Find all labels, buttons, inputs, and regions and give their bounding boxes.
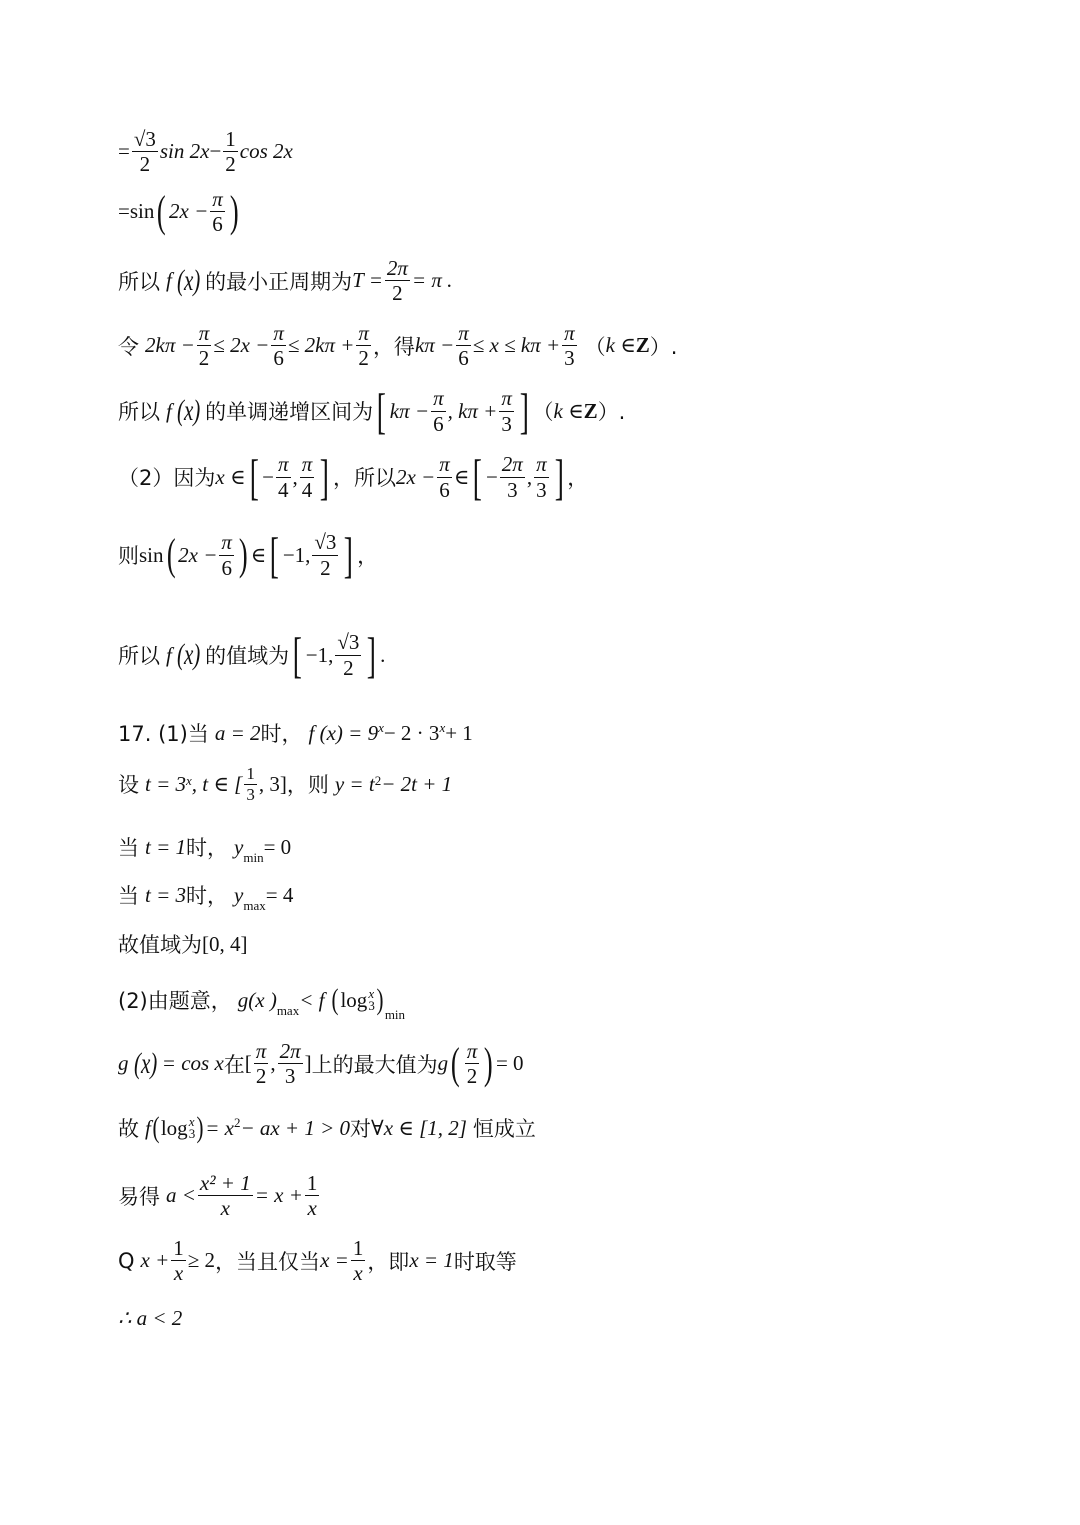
eq-line-1 [118, 128, 293, 175]
sin-range-line: 则 sin ( 2x − $\frac{\pi}{6}$ ) ∈ [ −1, $\frac{√3}{2}$ ] ， [118, 527, 379, 583]
min-line: 当 t = 1 时， y $_{min}$ = 0 [118, 834, 292, 865]
max-line: 当 t = 3 时， y $_{max}$ = 4 [118, 882, 294, 913]
g-max-line: g (x) = cos x 在 [ $\frac{\pi}{2}$ , $\frac{2\pi}{3}$ ] 上的最大值为 g ( $\frac{\pi}{2}$ ) = 0 [118, 1038, 524, 1089]
am-gm-line: Q x + $\frac{1}{x}$ ≥ 2 ，当且仅当 x = $\frac{1}{x}$ ，即 x = 1 时取等 [118, 1236, 517, 1286]
period-line: 所以 f (x) 的最小正周期为 T = $\frac{2\pi}{2}$ = π . [118, 256, 453, 306]
conclusion-line: ∴ a < 2 [118, 1306, 183, 1330]
equals: = [118, 139, 130, 164]
term-cos: cos 2x [239, 139, 293, 164]
part2-line: （2）因为 x ∈ [ − $\frac{\pi}{4}$ , $\frac{\pi}{4}$ ] ，所以 2x − $\frac{\pi}{6}$ ∈ [ − $\frac{2\pi}{3}$ , $\frac{\pi}{3}$ ] ， [118, 449, 589, 505]
minus: − [209, 139, 222, 164]
term-2x: 2x − [169, 199, 209, 224]
paren-close: ) [229, 186, 239, 236]
sin-fn: sin [129, 199, 155, 224]
increasing-interval-line: 所以 f (x) 的单调递增区间为 [ kπ − $\frac{\pi}{6}$ , kπ + $\frac{\pi}{3}$ ] （ k ∈ Z ）. [118, 383, 626, 439]
substitution-line: 设 t = 3 x , t ∈ [ $\frac{1}{3}$ , 3] ，则 y = t 2 − 2t + 1 [118, 764, 453, 804]
fraction-2pi-over-2: $\frac{2\pi}{2}$ [386, 256, 408, 306]
range-result-line: 故值域为 [0, 4] [118, 931, 248, 957]
fraction-1-over-2: $\frac{1}{2}$ [225, 127, 236, 177]
value-range-line: 所以 f (x) 的值域为 [ −1, $\frac{√3}{2}$ ] . [118, 627, 386, 683]
problem17-line: 17. (1)当 a = 2 时， f (x) = 9 $^x$ − 2 · 3 $^x$ + 1 [118, 720, 473, 746]
part2-condition-line: (2)由题意， g(x ) $_{max}$ < f ( log x 3 ) $_{min}$ [118, 983, 406, 1022]
because-symbol: Q [118, 1248, 135, 1273]
fraction-pi-over-6: $\frac{\pi}{6}$ [212, 187, 223, 237]
paren-open: ( [157, 186, 167, 236]
inequality-line: 令 2kπ − $\frac{\pi}{2}$ ≤ 2x − $\frac{\pi}{6}$ ≤ 2kπ + $\frac{\pi}{2}$ ，得 kπ − $\frac{\pi}{6}$ ≤ x ≤ kπ + $\frac{\pi}{3}$ （ k ∈ Z ）. [118, 321, 678, 371]
fraction-sqrt3-over-2: $\frac{√3}{2}$ [133, 127, 156, 177]
term-sin: sin 2x [159, 139, 210, 164]
eq-line-2 [118, 188, 241, 235]
bound-line: 易得 a < $\frac{\text{x² + 1}}{x}$ = x + $\frac{1}{x}$ [118, 1171, 318, 1221]
inequality-hold-line: 故 f ( log x 3 ) = x $^2$ − ax + 1 > 0 对 ∀x ∈ [1, 2] 恒成立 [118, 1111, 536, 1144]
equals: = [118, 199, 130, 224]
